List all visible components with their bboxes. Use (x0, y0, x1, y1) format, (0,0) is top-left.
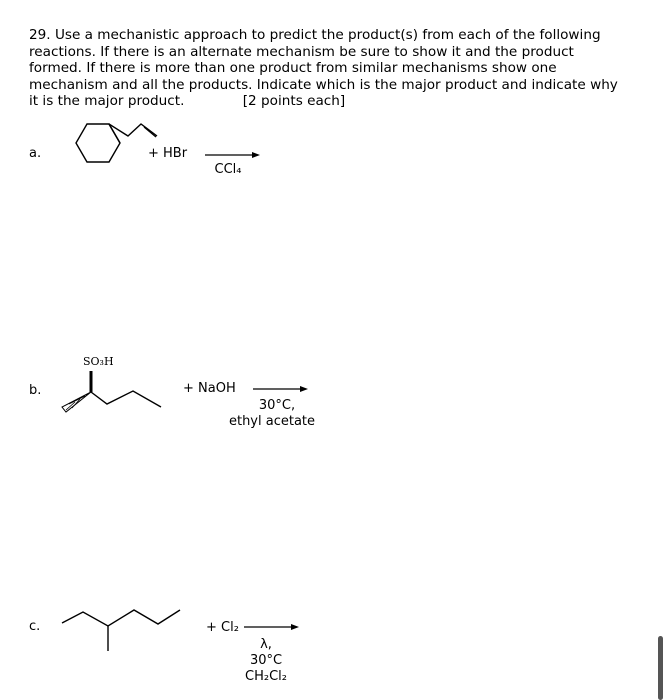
alkane-chain (62, 610, 180, 626)
reaction-a-conditions: CCl₄ (214, 162, 242, 177)
reaction-b-conditions: 30°C, ethyl acetate (228, 398, 316, 429)
points-note: [2 points each] (242, 93, 346, 110)
scrollbar[interactable] (658, 636, 663, 700)
reaction-c-reagent: + Cl₂ (206, 620, 239, 635)
reaction-a-reagent: + HBr (148, 146, 188, 161)
reaction-a-label: a. (29, 146, 42, 161)
reaction-c-label: c. (29, 619, 41, 634)
question-text: 29. Use a mechanistic approach to predict the product(s) from each of the following reactions. If there is an alternate mechanism be sure to show it and the product formed. If there is more than one product from similar mechanisms show one mechanism and all the products. Indicate which is the major product and indicate why it is the major product. [2 points each] (29, 27, 618, 110)
sulfonic-acid-label: SO₃H (83, 355, 114, 368)
reaction-c-conditions: λ, 30°C CH₂Cl₂ (245, 637, 287, 684)
reaction-b-reagent: + NaOH (183, 381, 236, 396)
reaction-b-label: b. (29, 383, 42, 398)
